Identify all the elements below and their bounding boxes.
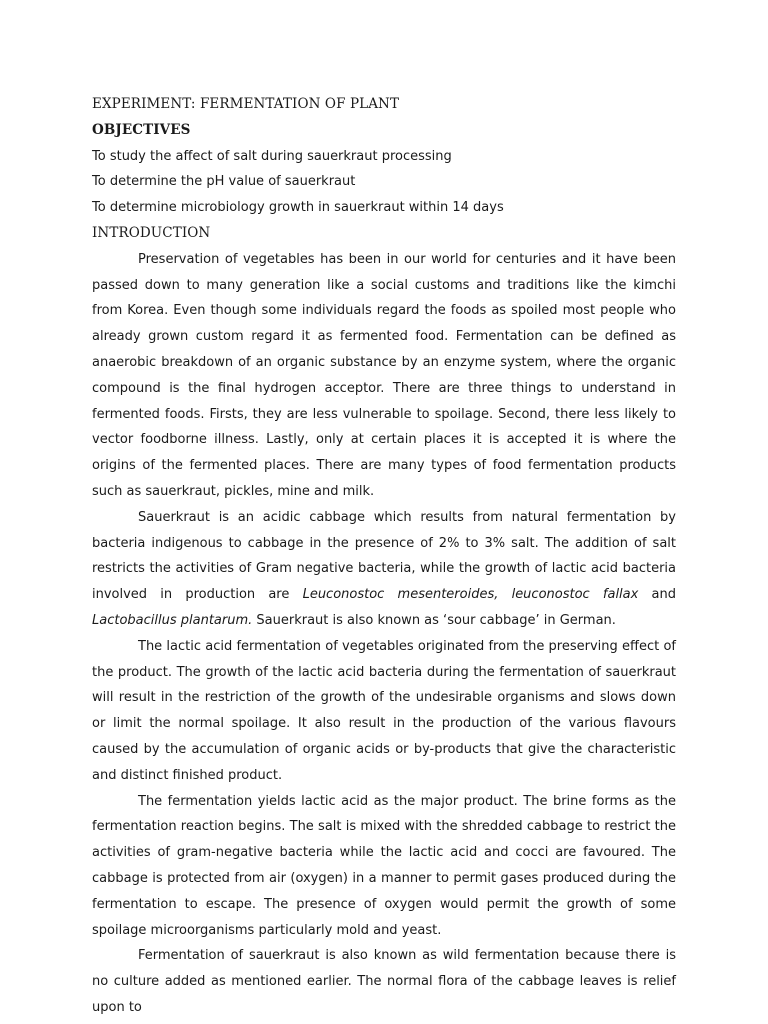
introduction-paragraph-3: The lactic acid fermentation of vegetables originated from the preserving effect of the product. The growth of the lactic acid bacteria during the fermentation of sauerkraut will result in the restriction of the growth of the undesirable organisms and slows down or limit the normal spoilage. It also result in the production of the various flavours caused by the accumulation of organic acids or by-products that give the characteristic and distinct finished product.	[92, 638, 676, 783]
introduction-heading: INTRODUCTION	[92, 224, 211, 241]
paragraph-text: and	[638, 587, 676, 603]
objective-item: To determine microbiology growth in sauerkraut within 14 days	[92, 200, 504, 216]
paragraph-text: Sauerkraut is an acidic cabbage which results from natural fermentation by bacteria indigenous to cabbage in the presence of 2% to 3% salt. The addition of salt restricts the activities of Gram negative bacteria, while the growth of lactic acid bacteria involved in production are	[92, 509, 676, 603]
objective-item: To determine the pH value of sauerkraut	[92, 174, 356, 190]
introduction-paragraph-2	[92, 505, 676, 634]
introduction-paragraph-1: Preservation of vegetables has been in our world for centuries and it have been passed down to many generation like a social customs and traditions like the kimchi from Korea. Even though some individuals regard the foods as spoiled most people who already grown custom regard it as fermented food. Fermentation can be defined as anaerobic breakdown of an organic substance by an enzyme system, where the organic compound is the final hydrogen acceptor. There are three things to understand in fermented foods. Firsts, they are less vulnerable to spoilage. Second, there less likely to vector foodborne illness. Lastly, only at certain places it is accepted it is where the origins of the fermented places. There are many types of food fermentation products such as sauerkraut, pickles, mine and milk.	[92, 251, 676, 499]
paragraph-text: Sauerkraut is also known as ‘sour cabbage’ in German.	[252, 612, 616, 628]
species-name-italic: Lactobacillus plantarum.	[92, 612, 253, 628]
species-names-italic: Leuconostoc mesenteroides, leuconostoc fallax	[302, 587, 639, 603]
introduction-paragraph-4: The fermentation yields lactic acid as the major product. The brine forms as the fermentation reaction begins. The salt is mixed with the shredded cabbage to restrict the activities of gram-negative bacteria while the lactic acid and cocci are favoured. The cabbage is protected from air (oxygen) in a manner to permit gases produced during the fermentation to escape. The presence of oxygen would permit the growth of some spoilage microorganisms particularly mold and yeast.	[92, 793, 676, 938]
objective-item: To study the affect of salt during sauerkraut processing	[92, 148, 452, 164]
document-title: EXPERIMENT: FERMENTATION OF PLANT	[92, 96, 400, 112]
objectives-heading: OBJECTIVES	[92, 121, 191, 138]
introduction-paragraph-5: Fermentation of sauerkraut is also known as wild fermentation because there is no culture added as mentioned earlier. The normal flora of the cabbage leaves is relief upon to	[92, 948, 676, 1015]
